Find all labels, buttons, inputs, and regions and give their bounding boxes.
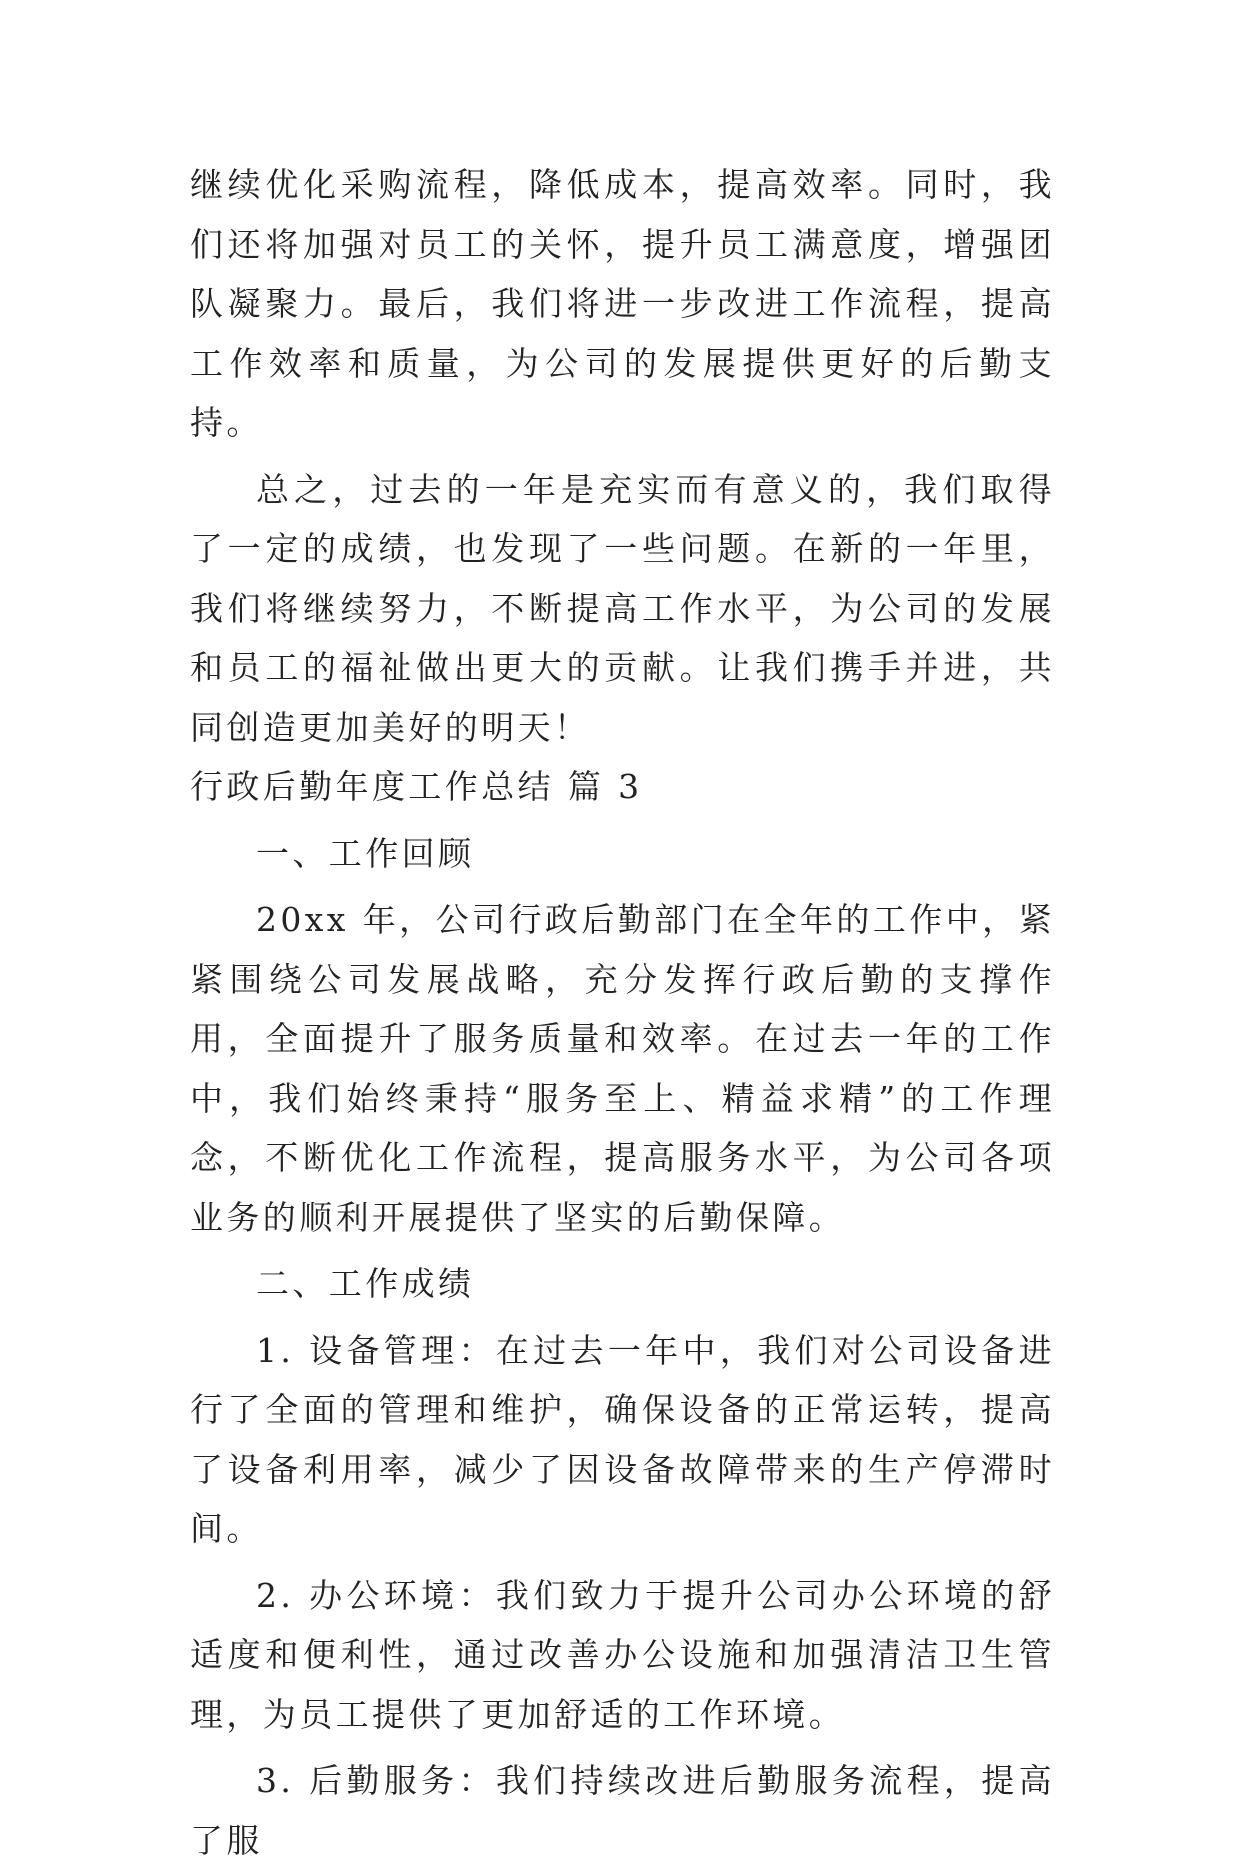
paragraph-procurement-plan: 继续优化采购流程，降低成本，提高效率。同时，我们还将加强对员工的关怀，提升员工满意度，增强团队凝聚力。最后，我们将进一步改进工作流程，提高工作效率和质量，为公司的发展提供更好的后勤支持。 [190,165,1055,442]
paragraph-work-review: 20xx 年，公司行政后勤部门在全年的工作中，紧紧围绕公司发展战略，充分发挥行政后勤的支撑作用，全面提升了服务质量和效率。在过去一年的工作中，我们始终秉持“服务至上、精益求精”的工作理念，不断优化工作流程，提高服务水平，为公司各项业务的顺利开展提供了坚实的后勤保障。 [190,900,1055,1237]
paragraph-logistics-service: 3. 后勤服务：我们持续改进后勤服务流程，提高了服 [190,1761,1055,1860]
paragraph-equipment-management: 1. 设备管理：在过去一年中，我们对公司设备进行了全面的管理和维护，确保设备的正常运转，提高了设备利用率，减少了因设备故障带来的生产停滞时间。 [190,1330,1055,1548]
section-heading-achievements: 二、工作成绩 [256,1264,475,1303]
document-title: 行政后勤年度工作总结 篇 3 [190,767,643,806]
document-page [190,155,1055,1870]
paragraph-conclusion: 总之，过去的一年是充实而有意义的，我们取得了一定的成绩，也发现了一些问题。在新的一年里，我们将继续努力，不断提高工作水平，为公司的发展和员工的福祉做出更大的贡献。让我们携手并进，共同创造更加美好的明天！ [190,469,1055,747]
paragraph-office-environment: 2. 办公环境：我们致力于提升公司办公环境的舒适度和便利性，通过改善办公设施和加强清洁卫生管理，为员工提供了更加舒适的工作环境。 [190,1575,1055,1734]
section-heading-work-review: 一、工作回顾 [256,833,475,873]
